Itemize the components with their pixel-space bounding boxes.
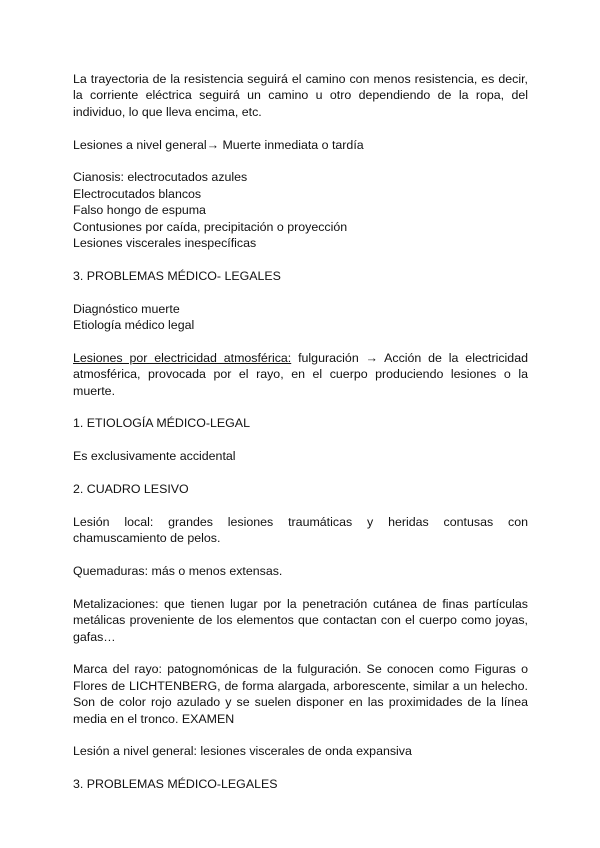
paragraph-local-lesion: Lesión local: grandes lesiones traumáticas y heridas contusas con chamuscamiento de pelos. (73, 514, 528, 546)
atmospheric-text: fulguración → Acción de la electricidad atmosférica, provocada por el rayo, en el cuerpo produciendo lesiones o la muerte. (73, 350, 528, 398)
paragraph-atmospheric-electricity (73, 350, 528, 399)
paragraph-metallizations: Metalizaciones: que tienen lugar por la penetración cutánea de finas partículas metálicas proveniente de los elementos que contactan con el cuerpo como joyas, gafas… (73, 596, 528, 644)
section-heading-etiology: 1. ETIOLOGÍA MÉDICO-LEGAL (73, 416, 250, 431)
list-item: Lesiones viscerales inespecíficas (73, 236, 257, 251)
paragraph-burns: Quemaduras: más o menos extensas. (73, 564, 283, 579)
list-item: Diagnóstico muerte (73, 301, 180, 316)
atmospheric-label: Lesiones por electricidad atmosférica: (73, 350, 292, 365)
list-item: Etiología médico legal (73, 318, 195, 333)
document-body (73, 71, 528, 809)
list-item: Contusiones por caída, precipitación o proyección (73, 219, 348, 234)
section-heading-problems-1: 3. PROBLEMAS MÉDICO- LEGALES (73, 268, 281, 283)
section-heading-injury-picture: 2. CUADRO LESIVO (73, 482, 189, 497)
paragraph-resistance-path: La trayectoria de la resistencia seguirá el camino con menos resistencia, es decir, la corriente eléctrica seguirá un camino u otro dependiendo de la ropa, del individuo, lo que lleva encima, etc. (73, 72, 528, 119)
paragraph-general-lesion-expansive: Lesión a nivel general: lesiones viscerales de onda expansiva (73, 744, 412, 759)
list-item: Falso hongo de espuma (73, 203, 206, 218)
paragraph-accidental: Es exclusivamente accidental (73, 449, 236, 464)
list-medicolegal-problems (73, 301, 528, 334)
list-item: Electrocutados blancos (73, 186, 202, 201)
paragraph-general-lesions: Lesiones a nivel general→ Muerte inmediata o tardía (73, 137, 364, 152)
list-electrocution-signs (73, 169, 528, 251)
section-heading-problems-2: 3. PROBLEMAS MÉDICO-LEGALES (73, 777, 278, 792)
paragraph-lightning-mark: Marca del rayo: patognomónicas de la fulguración. Se conocen como Figuras o Flores de LICHTENBERG, de forma alargada, arborescente, similar a un helecho. Son de color rojo azulado y se suelen disponer en las proximidades de la línea media en el tronco. EXAMEN (73, 662, 528, 726)
list-item: Cianosis: electrocutados azules (73, 170, 248, 185)
